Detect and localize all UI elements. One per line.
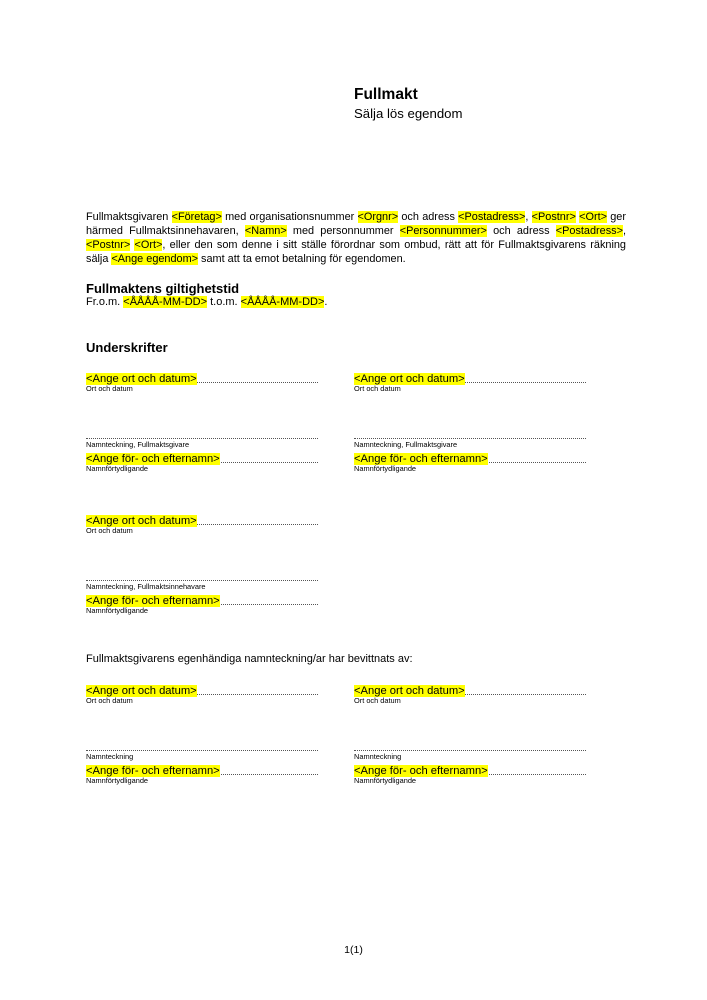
place-date-caption: Ort och datum	[354, 384, 401, 393]
document-title: Fullmakt	[354, 86, 418, 103]
signature-caption: Namnteckning	[354, 752, 402, 761]
placeholder-field[interactable]: <Postadress>	[555, 225, 623, 238]
intro-text: ger härmed Fullmaktsinnehavaren,	[86, 211, 626, 238]
signature-caption: Namnteckning, Fullmaktsinnehavare	[86, 582, 206, 591]
intro-text: och adress	[486, 225, 556, 238]
intro-text: ,	[622, 225, 626, 238]
intro-paragraph	[86, 210, 626, 266]
place-date-caption: Ort och datum	[354, 696, 401, 705]
placeholder-field[interactable]: <Personnummer>	[399, 225, 487, 238]
witness-intro: Fullmaktsgivarens egenhändiga namnteckning/ar har bevittnats av:	[86, 653, 413, 665]
place-date-field[interactable]: <Ange ort och datum>	[354, 373, 465, 385]
signature-caption: Namnteckning, Fullmaktsgivare	[354, 440, 458, 449]
page-number: 1(1)	[344, 944, 363, 956]
intro-text: och adress	[398, 211, 459, 223]
placeholder-field[interactable]: <Namn>	[244, 225, 287, 238]
name-field[interactable]: <Ange för- och efternamn>	[354, 453, 488, 465]
name-caption: Namnförtydligande	[86, 776, 149, 785]
place-date-caption: Ort och datum	[86, 384, 133, 393]
place-date-caption: Ort och datum	[86, 696, 133, 705]
giver-signature-block	[354, 369, 586, 473]
placeholder-field[interactable]: <Postnr>	[86, 239, 131, 252]
signature-line[interactable]	[354, 705, 586, 751]
intro-text: samt att ta emot betalning för egendomen.	[198, 253, 406, 266]
name-field[interactable]: <Ange för- och efternamn>	[86, 765, 220, 777]
name-caption: Namnförtydligande	[354, 776, 417, 785]
placeholder-field[interactable]: <Ort>	[134, 239, 163, 252]
validity-end: .	[324, 296, 328, 308]
witness-signature-block	[86, 681, 318, 785]
intro-text: Fullmaktsgivaren	[86, 211, 172, 223]
from-date-field[interactable]: <ÅÅÅÅ-MM-DD>	[123, 296, 208, 308]
name-field[interactable]: <Ange för- och efternamn>	[86, 453, 220, 465]
from-label: Fr.o.m.	[86, 296, 124, 308]
to-date-field[interactable]: <ÅÅÅÅ-MM-DD>	[240, 296, 325, 308]
placeholder-field[interactable]: <Postnr>	[531, 211, 576, 223]
name-field[interactable]: <Ange för- och efternamn>	[86, 595, 220, 607]
witness-signature-block	[354, 681, 586, 785]
giver-signature-block	[86, 369, 318, 473]
validity-line	[86, 296, 327, 308]
signatures-heading: Underskrifter	[86, 340, 168, 355]
intro-text: med organisationsnummer	[221, 211, 358, 223]
signature-caption: Namnteckning	[86, 752, 134, 761]
name-caption: Namnförtydligande	[354, 464, 417, 473]
signature-line[interactable]	[86, 535, 318, 581]
intro-text: , eller den som denne i sitt ställe förordnar som ombud, rätt att för Fullmaktsgivarens räkning sälja	[86, 239, 626, 266]
name-field[interactable]: <Ange för- och efternamn>	[354, 765, 488, 777]
document-subtitle: Sälja lös egendom	[354, 106, 463, 121]
place-date-field[interactable]: <Ange ort och datum>	[354, 685, 465, 697]
place-date-field[interactable]: <Ange ort och datum>	[86, 515, 197, 527]
validity-heading: Fullmaktens giltighetstid	[86, 281, 240, 296]
placeholder-field[interactable]: <Ort>	[579, 211, 607, 223]
name-caption: Namnförtydligande	[86, 606, 149, 615]
placeholder-field[interactable]: <Ange egendom>	[111, 253, 199, 266]
signature-line[interactable]	[86, 705, 318, 751]
placeholder-field[interactable]: <Företag>	[171, 211, 222, 223]
signature-line[interactable]	[354, 393, 586, 439]
intro-text: med personnummer	[286, 225, 400, 238]
place-date-field[interactable]: <Ange ort och datum>	[86, 685, 197, 697]
place-date-field[interactable]: <Ange ort och datum>	[86, 373, 197, 385]
placeholder-field[interactable]: <Orgnr>	[357, 211, 399, 223]
holder-signature-block	[86, 511, 318, 615]
name-caption: Namnförtydligande	[86, 464, 149, 473]
placeholder-field[interactable]: <Postadress>	[458, 211, 526, 223]
place-date-caption: Ort och datum	[86, 526, 133, 535]
intro-text: ,	[525, 211, 532, 223]
to-label: t.o.m.	[207, 296, 241, 308]
signature-caption: Namnteckning, Fullmaktsgivare	[86, 440, 190, 449]
signature-line[interactable]	[86, 393, 318, 439]
